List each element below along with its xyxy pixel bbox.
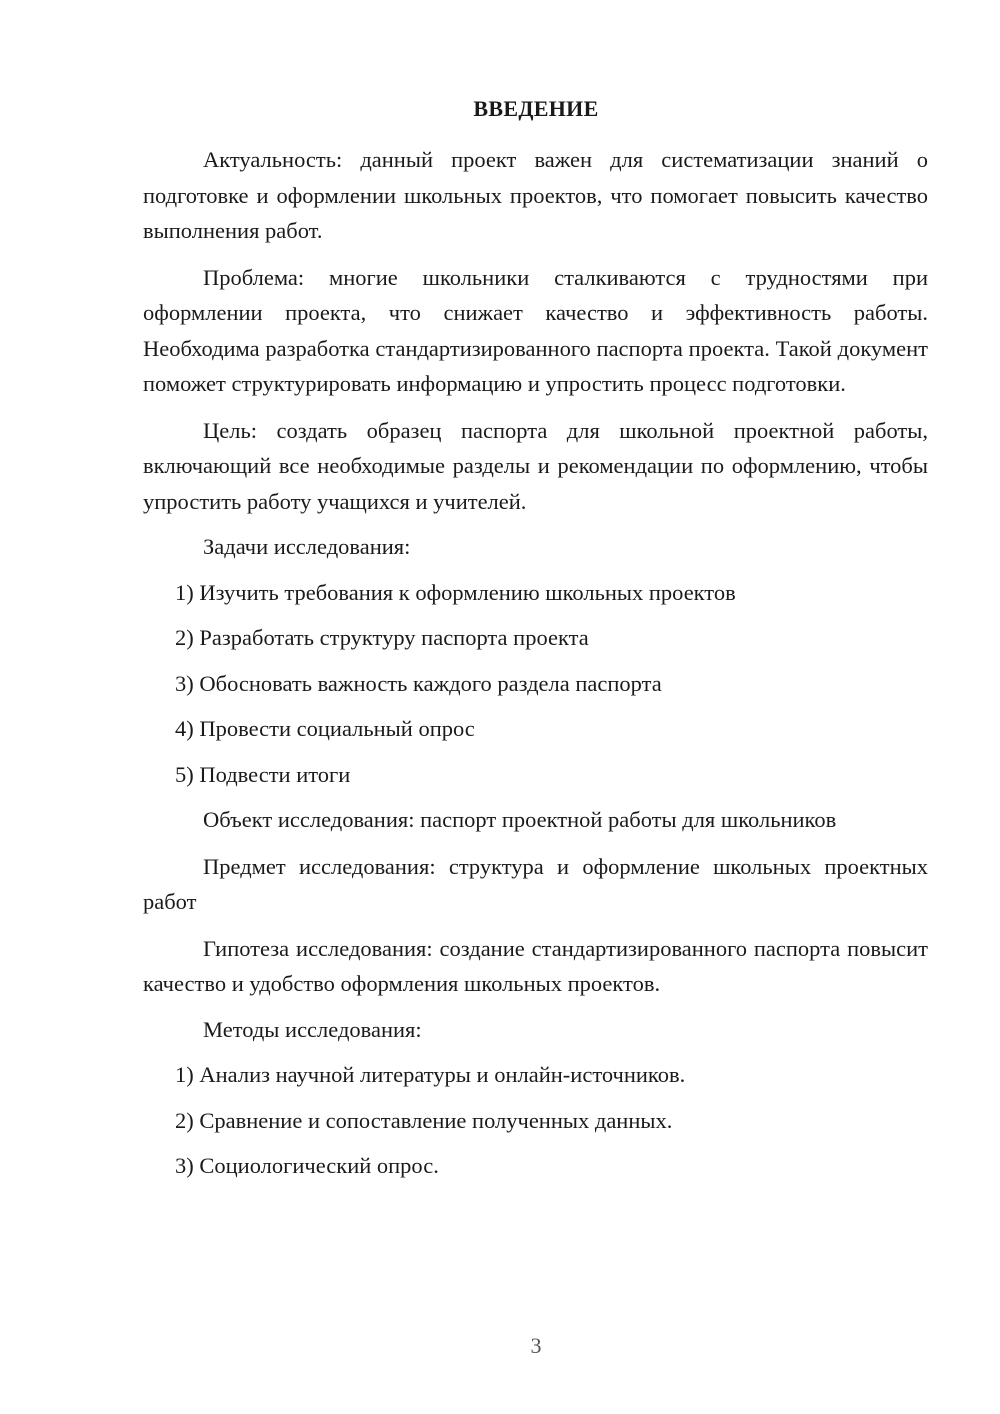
hypothesis-paragraph: Гипотеза исследования: создание стандартизированного паспорта повысит качество и удобство оформления школьных проектов. — [143, 935, 928, 996]
problem-paragraph: Проблема: многие школьники сталкиваются с трудностями при оформлении проекта, что снижает качество и эффективность работы. Необходима разработка стандартизированного паспорта проекта. Такой документ поможет структурировать информацию и упростить процесс подготовки. — [143, 264, 928, 396]
subject-paragraph: Предмет исследования: структура и оформление школьных проектных работ — [143, 853, 928, 914]
list-item: 1) Изучить требования к оформлению школьных проектов — [175, 579, 736, 605]
list-item: 2) Сравнение и сопоставление полученных данных. — [175, 1107, 673, 1133]
page-number: 3 — [530, 1333, 542, 1358]
methods-list — [143, 1057, 928, 1184]
list-item: 3) Обосновать важность каждого раздела паспорта — [175, 670, 662, 696]
methods-heading: Методы исследования: — [203, 1016, 422, 1042]
actuality-paragraph: Актуальность: данный проект важен для систематизации знаний о подготовке и оформлении школьных проектов, что помогает повысить качество выполнения работ. — [143, 147, 928, 243]
list-item: 4) Провести социальный опрос — [175, 716, 475, 741]
document-body — [143, 142, 928, 1184]
page-title: ВВЕДЕНИЕ — [473, 96, 599, 121]
object-line: Объект исследования: паспорт проектной работы для школьников — [203, 807, 837, 832]
list-item: 5) Подвести итоги — [175, 761, 351, 787]
tasks-heading: Задачи исследования: — [203, 534, 411, 559]
goal-paragraph: Цель: создать образец паспорта для школьной проектной работы, включающий все необходимые разделы и рекомендации по оформлению, чтобы упростить работу учащихся и учителей. — [143, 417, 928, 514]
list-item: 3) Социологический опрос. — [175, 1153, 439, 1178]
tasks-list — [143, 575, 928, 793]
list-item: 2) Разработать структуру паспорта проекта — [175, 625, 589, 650]
list-item: 1) Анализ научной литературы и онлайн-источников. — [175, 1062, 686, 1087]
